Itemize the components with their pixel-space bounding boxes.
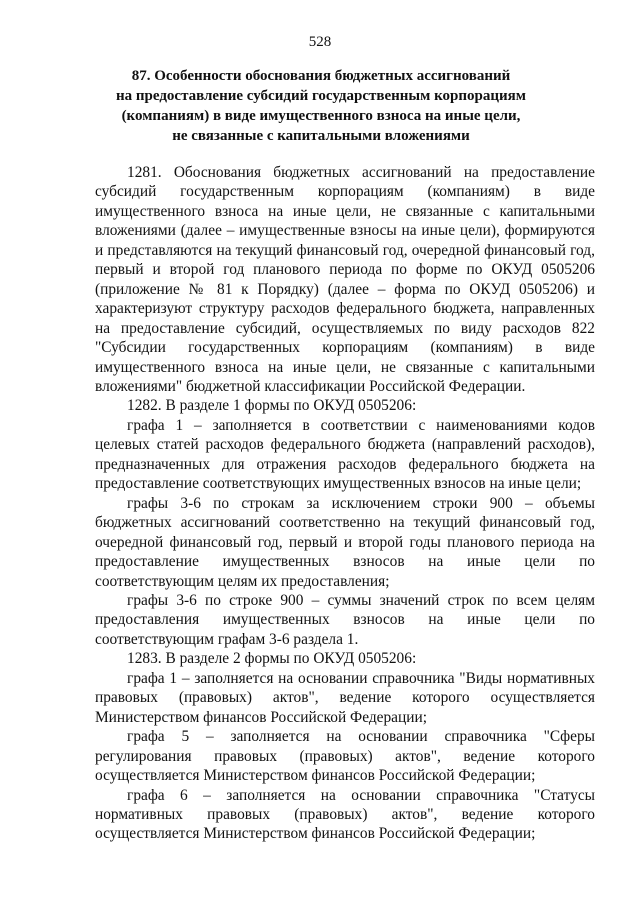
paragraph-item: графа 6 – заполняется на основании справочника "Статусы нормативных правовых (правовых) актов", ведение которого осуществляется Министерством финансов Российской Федерации;: [95, 786, 595, 843]
document-body: [95, 163, 595, 844]
heading-line: 87. Особенности обоснования бюджетных ассигнований: [131, 68, 511, 84]
page-number: 528: [308, 34, 332, 50]
paragraph-item: графы 3-6 по строке 900 – суммы значений строк по всем целям предоставления имущественных взносов на иные цели по соответствующим графам 3-6 раздела 1.: [95, 591, 595, 648]
paragraph-item: графа 1 – заполняется на основании справочника "Виды нормативных правовых (правовых) актов", ведение которого осуществляется Министерством финансов Российской Федерации;: [95, 669, 595, 726]
paragraph-item: графа 5 – заполняется на основании справочника "Сферы регулирования правовых (правовых) актов", ведение которого осуществляется Министерством финансов Российской Федерации;: [95, 728, 595, 785]
heading-line: на предоставление субсидий государственным корпорациям: [115, 88, 526, 104]
paragraph-1281: 1281. Обоснования бюджетных ассигнований на предоставление субсидий государственным корпорациям (компаниям) в виде имущественного взноса на иные цели, не связанные с капитальными вложениями (далее – имущественные взносы на иные цели), формируются и представляются на текущий финансовый год, очередной финансовый год, первый и второй год планового периода по форме по ОКУД 0505206 (приложение № 81 к Порядку) (далее – форма по ОКУД 0505206) и характеризуют структуру расходов федерального бюджета, направленных на предоставление субсидий, осуществляемых по виду расходов 822 "Субсидии государственных корпорациям (компаниям) в виде имущественного взноса на иные цели, не связанные с капитальными вложениями" бюджетной классификации Российской Федерации.: [95, 164, 595, 395]
paragraph-item: графы 3-6 по строкам за исключением строки 900 – объемы бюджетных ассигнований соответственно на текущий финансовый год, очередной финансовый год, первый и второй годы планового периода на предоставление имущественных взносов на иные цели по соответствующим целям их предоставления;: [95, 494, 595, 590]
paragraph-1283: 1283. В разделе 2 формы по ОКУД 0505206:: [127, 650, 417, 668]
heading-line: (компаниям) в виде имущественного взноса на иные цели,: [121, 108, 521, 124]
section-heading: [110, 66, 532, 146]
heading-line: не связанные с капитальными вложениями: [172, 128, 470, 144]
paragraph-1282: 1282. В разделе 1 формы по ОКУД 0505206:: [127, 397, 417, 415]
paragraph-item: графа 1 – заполняется в соответствии с наименованиями кодов целевых статей расходов федерального бюджета (направлений расходов), предназначенных для отражения расходов федерального бюджета на предоставление соответствующих имущественных взносов на иные цели;: [95, 416, 595, 493]
